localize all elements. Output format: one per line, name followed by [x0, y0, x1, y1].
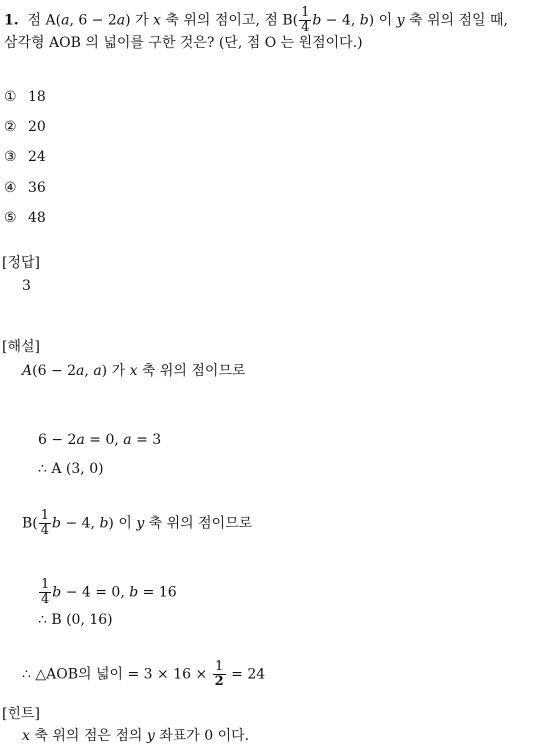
fraction-denominator: 4	[301, 20, 310, 35]
var-a: a	[93, 363, 102, 379]
choice-5[interactable]	[4, 209, 46, 227]
fraction	[39, 578, 51, 607]
math-text: 축 위의 점이므로	[137, 363, 246, 379]
choice-mark: ③	[4, 149, 17, 165]
math-text: ,	[84, 363, 94, 379]
var-a: a	[116, 12, 126, 29]
var-b: b	[99, 515, 109, 532]
var-a: a	[76, 432, 85, 448]
fraction-denominator: 2	[214, 674, 224, 689]
choice-1[interactable]	[4, 88, 46, 106]
choice-mark: ①	[4, 89, 17, 105]
var-y: y	[136, 515, 145, 532]
math-text: (6 − 2	[32, 363, 77, 379]
math-text: − 4,	[61, 515, 100, 532]
math-text: = 16	[138, 584, 177, 601]
var-b: b	[52, 584, 62, 601]
var-x: x	[22, 728, 30, 744]
math-text: 6 − 2	[38, 432, 77, 448]
choice-value: 48	[28, 210, 46, 226]
choice-value: 20	[28, 119, 46, 135]
math-text: 좌표가 0 이다.	[154, 728, 250, 744]
math-text: = 0,	[84, 432, 124, 448]
point-a: A	[22, 363, 33, 379]
var-b: b	[52, 515, 61, 532]
explanation-step-1	[22, 362, 246, 380]
math-text: 축 위의 점이므로	[144, 515, 253, 532]
result-1: ∴ A (3, 0)	[38, 461, 104, 477]
var-x: x	[153, 12, 161, 29]
problem-number: 1.	[4, 12, 19, 29]
var-y: y	[396, 12, 405, 29]
var-b: b	[129, 584, 139, 601]
problem-text: − 4,	[321, 12, 360, 29]
explanation-label: [해설]	[2, 339, 40, 355]
math-text: − 4 = 0,	[61, 584, 130, 601]
problem-text: 점 A(	[27, 12, 62, 29]
fraction	[39, 509, 51, 538]
problem-text: 축 위의 점이고, 점 B(	[160, 12, 299, 29]
math-text: ) 가	[101, 363, 130, 379]
area-result	[22, 660, 265, 689]
fraction	[213, 660, 226, 689]
problem-text: 축 위의 점일 때,	[404, 12, 508, 29]
choice-value: 36	[28, 180, 46, 196]
problem-text: ) 이	[368, 12, 397, 29]
choice-mark: ④	[4, 180, 17, 196]
choice-value: 24	[28, 149, 46, 165]
var-a: a	[76, 363, 85, 379]
fraction-denominator: 4	[41, 592, 50, 607]
explanation-step-2	[22, 509, 252, 538]
math-text: = 24	[226, 666, 266, 683]
equation-1	[38, 431, 161, 449]
fraction-denominator: 4	[40, 523, 50, 538]
math-text: B(	[22, 515, 38, 532]
var-x: x	[129, 363, 138, 379]
hint-text	[22, 727, 249, 745]
fraction-numerator: 1	[213, 660, 226, 675]
choice-mark: ②	[4, 119, 17, 135]
choice-2[interactable]	[4, 118, 46, 136]
choice-mark: ⑤	[4, 210, 17, 226]
fraction	[299, 6, 311, 35]
var-y: y	[146, 728, 155, 744]
var-b: b	[312, 12, 322, 29]
math-text: = 3	[131, 432, 162, 448]
choice-4[interactable]	[4, 179, 46, 197]
answer-value: 3	[22, 278, 31, 294]
problem-line-2: 삼각형 AOB 의 넓이를 구한 것은? (단, 점 O 는 원점이다.)	[4, 35, 363, 51]
equation-2	[38, 578, 177, 607]
fraction-numerator: 1	[301, 5, 310, 20]
hint-label: [힌트]	[2, 706, 40, 722]
fraction-numerator: 1	[41, 577, 50, 592]
problem-text: , 6 − 2	[69, 12, 117, 29]
math-text: 축 위의 점은 점의	[29, 728, 147, 744]
fraction-numerator: 1	[40, 508, 50, 523]
problem-text: ) 가	[125, 12, 154, 29]
result-2: ∴ B (0, 16)	[38, 612, 113, 628]
math-text: ) 이	[108, 515, 137, 532]
math-text: ∴ △AOB의 넓이 = 3 × 16 ×	[22, 666, 212, 683]
var-a: a	[61, 12, 70, 29]
choice-value: 18	[28, 89, 46, 105]
problem-line-1	[4, 6, 508, 35]
answer-label: [정답]	[2, 255, 40, 271]
var-a: a	[123, 432, 132, 448]
choice-3[interactable]	[4, 148, 46, 166]
var-b: b	[359, 12, 369, 29]
